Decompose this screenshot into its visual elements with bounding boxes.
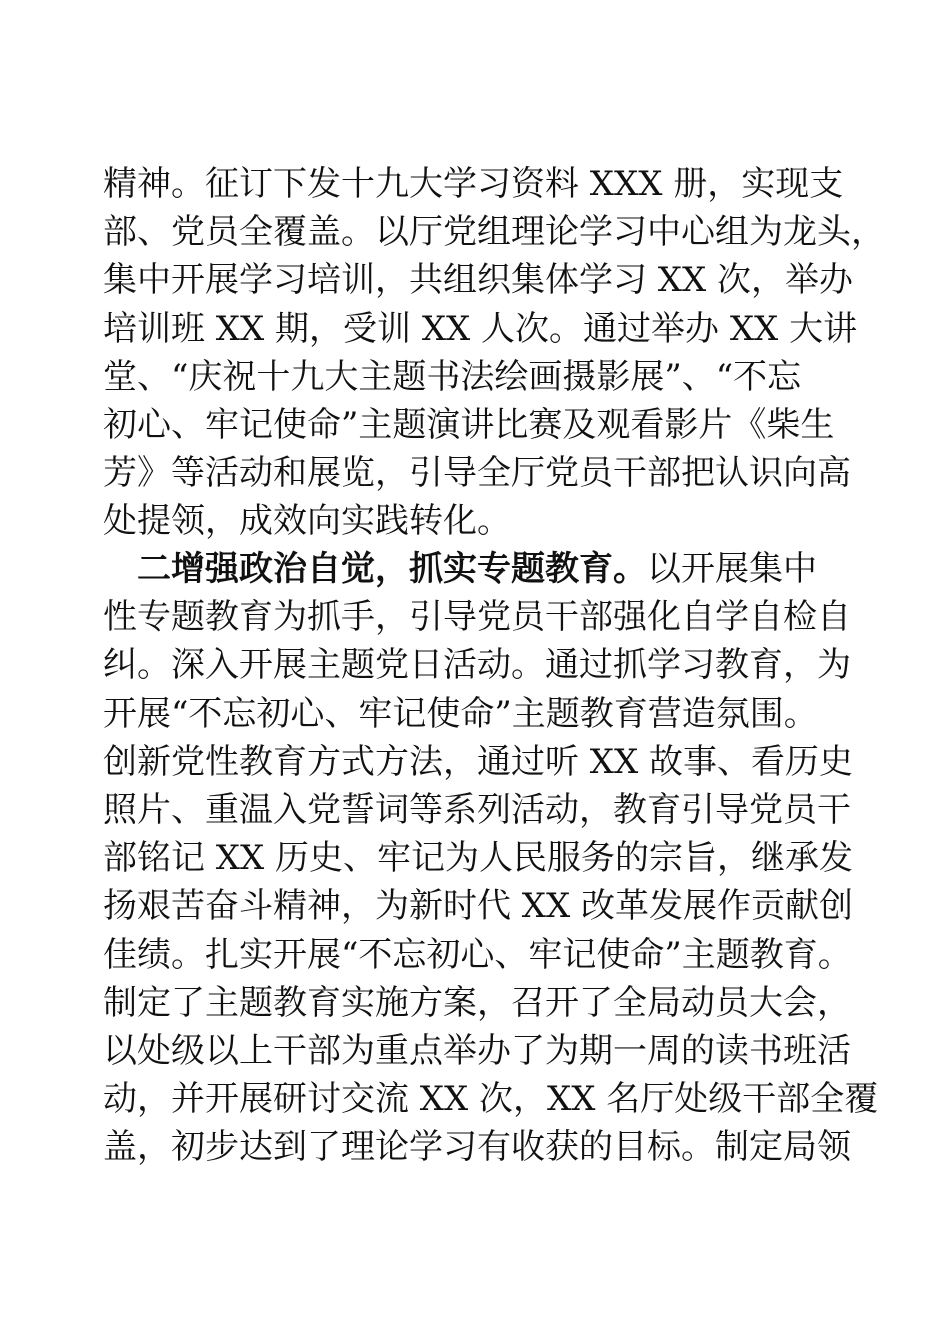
paragraph-1 [103,160,885,546]
paragraph-text: 以开展集中 [647,549,817,589]
paragraph-line: 性专题教育为抓手，引导党员干部强化自学自检自 [103,597,851,638]
paragraph-line: 集中开展学习培训，共组织集体学习 XX 次，举办 [103,260,854,301]
paragraph-first-line [103,545,848,593]
paragraph-line: 佳绩。扎实开展“不忘初心、牢记使命”主题教育。 [103,934,852,975]
section-heading: 二增强政治自觉，抓实专题教育。 [137,549,647,589]
paragraph-line: 创新党性教育方式方法，通过听 XX 故事、看历史 [103,741,854,782]
paragraph-line: 堂、“庆祝十九大主题书法绘画摄影展”、“不忘 [103,356,802,397]
paragraph-line: 初心、牢记使命”主题演讲比赛及观看影片《柴生 [103,404,835,445]
paragraph-line: 扬艰苦奋斗精神，为新时代 XX 改革发展作贡献创 [103,886,854,927]
paragraph-2 [103,545,879,1171]
paragraph-line: 芳》等活动和展览，引导全厅党员干部把认识向高 [103,453,851,494]
paragraph-line: 培训班 XX 期，受训 XX 人次。通过举办 XX 大讲 [103,308,858,349]
paragraph-line: 动，并开展研讨交流 XX 次，XX 名厅处级干部全覆 [103,1079,879,1120]
paragraph-line: 开展“不忘初心、牢记使命”主题教育营造氛围。 [103,693,818,734]
paragraph-line: 以处级以上干部为重点举办了为期一周的读书班活 [103,1030,851,1071]
paragraph-line: 纠。深入开展主题党日活动。通过抓学习教育，为 [103,645,851,686]
paragraph-line: 部铭记 XX 历史、牢记为人民服务的宗旨，继承发 [103,838,854,879]
paragraph-line: 照片、重温入党誓词等系列活动，教育引导党员干 [103,789,851,830]
paragraph-line: 盖，初步达到了理论学习有收获的目标。制定局领 [103,1127,851,1168]
paragraph-line: 制定了主题教育实施方案，召开了全局动员大会， [103,982,851,1023]
paragraph-line: 部、党员全覆盖。以厅党组理论学习中心组为龙头， [103,212,885,253]
paragraph-line: 精神。征订下发十九大学习资料 XXX 册，实现支 [103,164,844,204]
paragraph-line: 处提领，成效向实践转化。 [103,501,511,542]
